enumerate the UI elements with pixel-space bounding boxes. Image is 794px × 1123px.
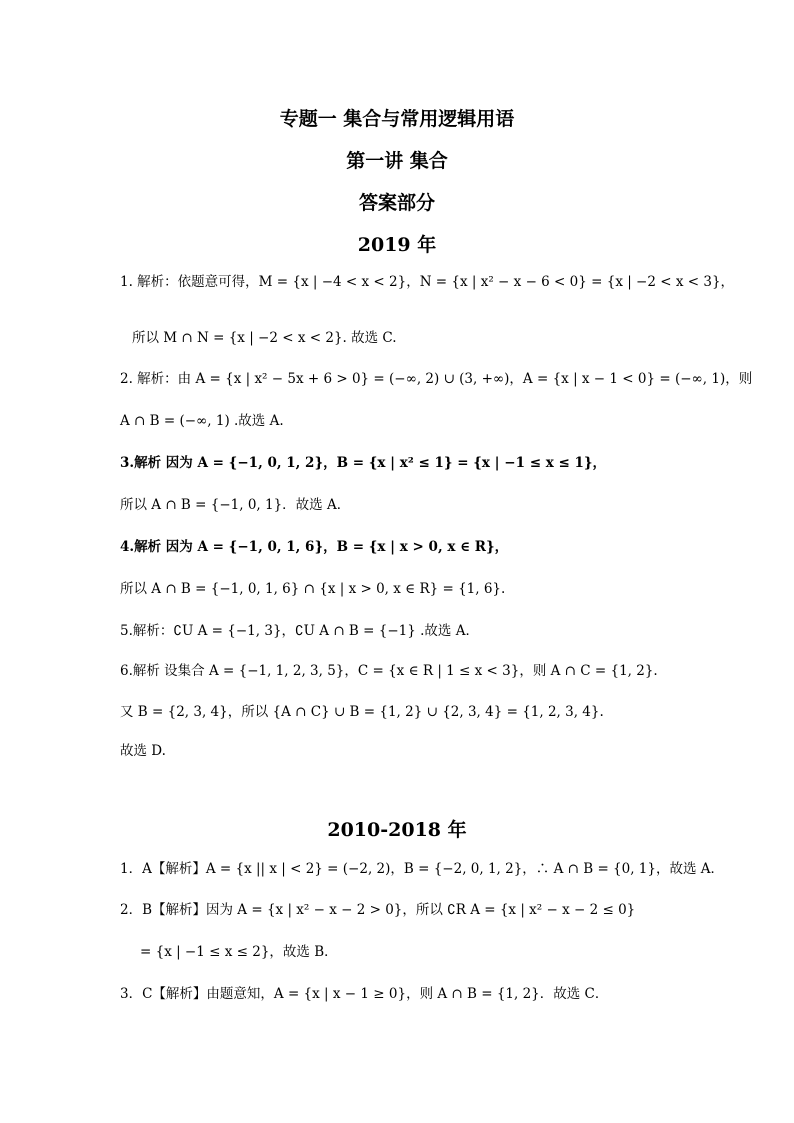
solution-3-line-2: 所以 A ∩ B = {−1, 0, 1}．故选 A．: [120, 497, 351, 513]
document-title: 专题一 集合与常用逻辑用语: [279, 108, 515, 130]
solution-b1-line-1: 1．A【解析】A = {x || x | < 2} = (−2, 2)，B = {−2, 0, 1, 2}，∴ A ∩ B = {0, 1}，故选 A．: [120, 861, 725, 877]
solution-6-line-3: 故选 D.: [120, 743, 166, 759]
solution-6-line-1: 6.解析 设集合 A = {−1, 1, 2, 3, 5}，C = {x ∈ R | 1 ≤ x < 3}，则 A ∩ C = {1, 2}.: [120, 663, 658, 679]
solution-b2-line-1: 2．B【解析】因为 A = {x | x² − x − 2 > 0}，所以 ∁R A = {x | x² − x − 2 ≤ 0}: [120, 902, 636, 918]
solution-b3-line-1: 3．C【解析】由题意知，A = {x | x − 1 ≥ 0}，则 A ∩ B = {1, 2}．故选 C．: [120, 986, 609, 1002]
solution-5-line-1: 5.解析：∁U A = {−1, 3}，∁U A ∩ B = {−1} .故选 A．: [120, 623, 479, 639]
year-heading-2019: 2019 年: [357, 234, 437, 256]
answers-heading: 答案部分: [358, 192, 435, 214]
lecture-title: 第一讲 集合: [346, 150, 448, 172]
solution-6-line-2: 又 B = {2, 3, 4}，所以 {A ∩ C} ∪ B = {1, 2} ∪ {2, 3, 4} = {1, 2, 3, 4}.: [120, 704, 604, 720]
solution-1-line-1: 1. 解析：依题意可得，M = {x | −4 < x < 2}，N = {x | x² − x − 6 < 0} = {x | −2 < x < 3}，: [120, 274, 735, 290]
solution-4-line-2: 所以 A ∩ B = {−1, 0, 1, 6} ∩ {x | x > 0, x ∈ R} = {1, 6}.: [120, 581, 506, 597]
solution-b2-line-2: = {x | −1 ≤ x ≤ 2}，故选 B．: [140, 944, 338, 960]
solution-4-line-1: 4.解析 因为 A = {−1, 0, 1, 6}，B = {x | x > 0, x ∈ R}，: [120, 539, 509, 555]
year-heading-2010-2018: 2010-2018 年: [327, 819, 467, 841]
solution-2-line-2: A ∩ B = (−∞, 1) .故选 A.: [120, 413, 284, 429]
solution-3-line-1: 3.解析 因为 A = {−1, 0, 1, 2}，B = {x | x² ≤ 1} = {x | −1 ≤ x ≤ 1}，: [120, 455, 607, 471]
solution-1-line-2: 所以 M ∩ N = {x | −2 < x < 2}. 故选 C.: [132, 330, 397, 346]
solution-2-line-1: 2. 解析：由 A = {x | x² − 5x + 6 > 0} = (−∞, 2) ∪ (3, +∞)，A = {x | x − 1 < 0} = (−∞, 1)，则: [120, 371, 753, 387]
